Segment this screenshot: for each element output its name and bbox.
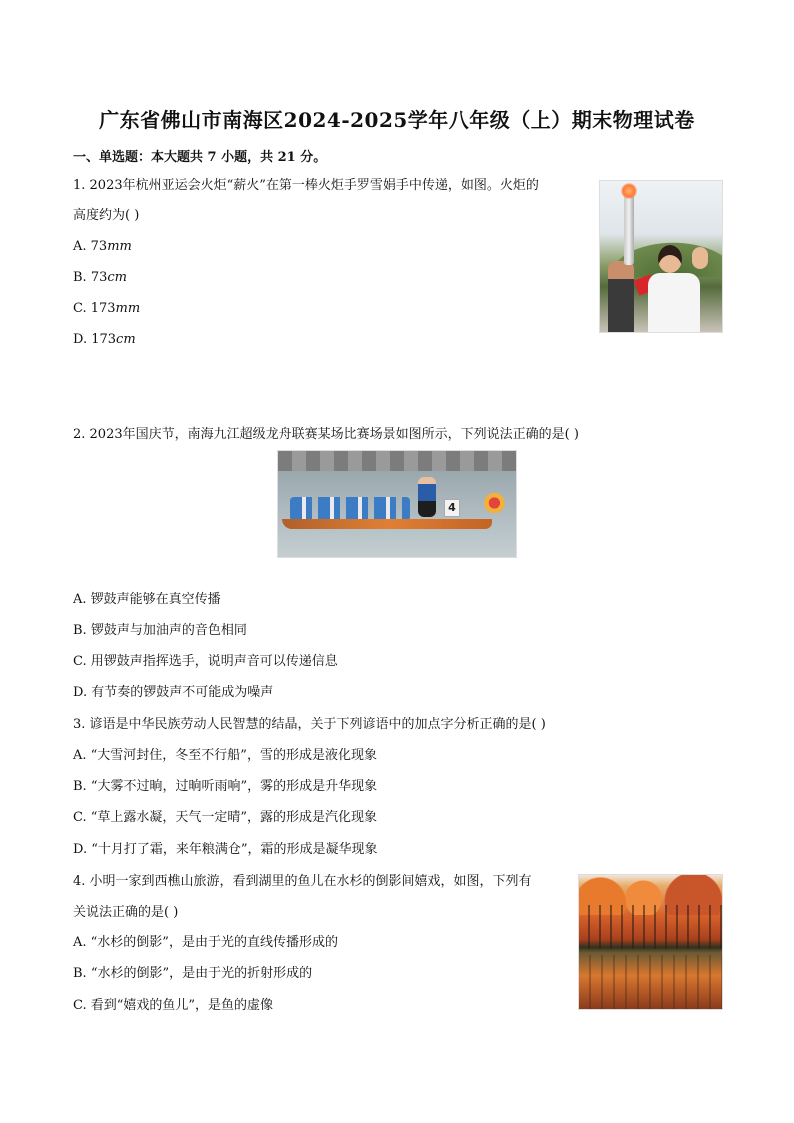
question-2-option-a: A. 锣鼓声能够在真空传播 — [73, 592, 221, 607]
torch-photo-waving-hand — [692, 247, 708, 269]
question-4-option-b: B. “水杉的倒影”，是由于光的折射形成的 — [73, 966, 313, 981]
question-3-option-b: B. “大雾不过晌，过晌听雨响”，雾的形成是升华现象 — [73, 779, 378, 794]
question-2-option-b: B. 锣鼓声与加油声的音色相同 — [73, 623, 247, 638]
torch-icon — [624, 195, 634, 265]
question-4-stem-line-1: 4. 小明一家到西樵山旅游，看到湖里的鱼儿在水杉的倒影间嬉戏，如图，下列有 — [73, 874, 532, 889]
question-3-option-d: D. “十月打了霜，来年粮满仓”，霜的形成是凝华现象 — [73, 842, 378, 857]
dragon-boat-photo-rowers — [290, 497, 410, 521]
question-1-stem-line-1: 1. 2023年杭州亚运会火炬“薪火”在第一棒火炬手罗雪娟手中传递，如图。火炬的 — [73, 178, 539, 193]
autumn-trees-photo — [578, 874, 723, 1010]
flame-icon — [620, 183, 638, 199]
question-3-option-c: C. “草上露水凝，天气一定晴”，露的形成是汽化现象 — [73, 810, 378, 825]
dragon-boat-photo-drummer — [418, 477, 436, 517]
question-4-option-c: C. 看到“嬉戏的鱼儿”，是鱼的虚像 — [73, 998, 274, 1013]
torch-photo-person — [608, 261, 634, 332]
autumn-trees-photo-trunks — [579, 905, 722, 949]
section-heading: 一、单选题：本大题共 7 小题，共 21 分。 — [73, 150, 327, 165]
question-1-option-a: A. 73𝑚𝑚 — [73, 239, 132, 254]
question-3-option-a: A. “大雪河封住，冬至不行船”，雪的形成是液化现象 — [73, 748, 377, 763]
dragon-head-icon — [484, 493, 510, 513]
dragon-boat-photo-wall — [278, 451, 516, 471]
torch-photo-torchbearer-body — [648, 273, 700, 332]
question-1-option-c: C. 173𝑚𝑚 — [73, 301, 141, 316]
question-1-option-b: B. 73𝑐𝑚 — [73, 270, 127, 285]
torch-photo-torchbearer-head — [658, 245, 682, 273]
question-2-stem: 2. 2023年国庆节，南海九江超级龙舟联赛某场比赛场景如图所示，下列说法正确的是( ) — [73, 427, 579, 442]
question-4-stem-line-2: 关说法正确的是( ) — [73, 905, 179, 920]
question-2-option-d: D. 有节奏的锣鼓声不可能成为噪声 — [73, 685, 274, 700]
question-3-stem: 3. 谚语是中华民族劳动人民智慧的结晶，关于下列谚语中的加点字分析正确的是( ) — [73, 717, 546, 732]
question-2-option-c: C. 用锣鼓声指挥选手，说明声音可以传递信息 — [73, 654, 338, 669]
dragon-boat-photo — [277, 450, 517, 558]
torch-photo — [599, 180, 723, 333]
question-4-option-a: A. “水杉的倒影”，是由于光的直线传播形成的 — [73, 935, 338, 950]
dragon-boat-hull — [282, 519, 492, 529]
boat-number-flag: 4 — [444, 499, 460, 517]
question-1-stem-line-2: 高度约为( ) — [73, 208, 140, 223]
autumn-trees-photo-reflection — [579, 955, 722, 1009]
question-1-option-d: D. 173𝑐𝑚 — [73, 332, 136, 347]
page-title: 广东省佛山市南海区2024-2025学年八年级（上）期末物理试卷 — [99, 108, 695, 132]
